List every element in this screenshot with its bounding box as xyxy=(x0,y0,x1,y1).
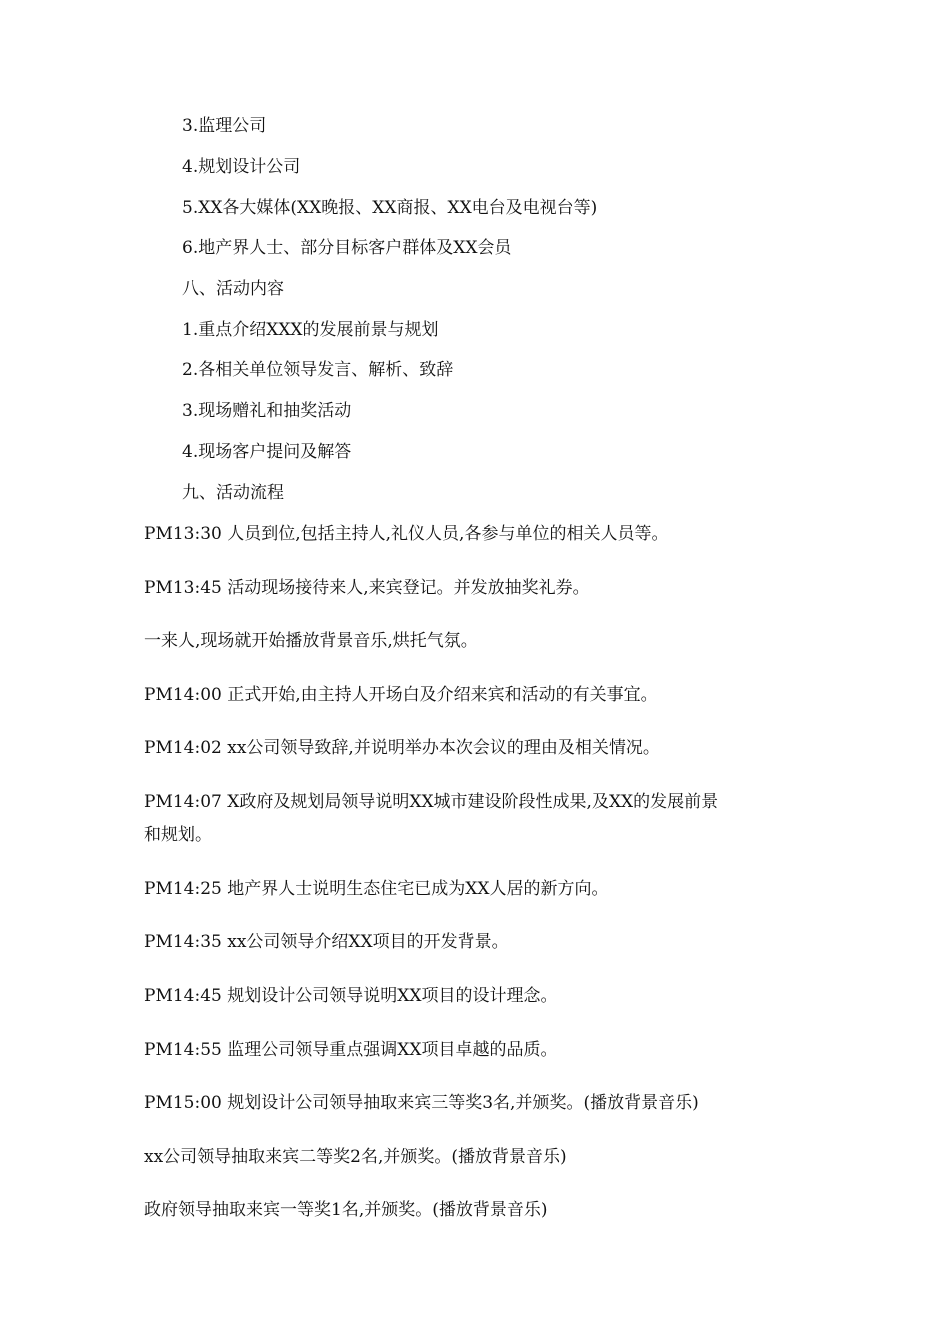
schedule-line: PM14:55 监理公司领导重点强调XX项目卓越的品质。 xyxy=(144,1040,558,1060)
schedule-line: 政府领导抽取来宾一等奖1名,并颁奖。(播放背景音乐) xyxy=(144,1200,548,1220)
schedule-line: PM14:25 地产界人士说明生态住宅已成为XX人居的新方向。 xyxy=(144,879,609,899)
list-item: 1.重点介绍XXX的发展前景与规划 xyxy=(182,320,439,340)
schedule-line: PM14:07 X政府及规划局领导说明XX城市建设阶段性成果,及XX的发展前景 xyxy=(144,792,719,812)
section-heading: 八、活动内容 xyxy=(182,279,284,299)
schedule-line: xx公司领导抽取来宾二等奖2名,并颁奖。(播放背景音乐) xyxy=(144,1147,567,1167)
section-heading: 九、活动流程 xyxy=(182,483,284,503)
schedule-line: PM13:30 人员到位,包括主持人,礼仪人员,各参与单位的相关人员等。 xyxy=(144,524,669,544)
schedule-line: PM14:45 规划设计公司领导说明XX项目的设计理念。 xyxy=(144,986,558,1006)
list-item: 3.监理公司 xyxy=(182,116,267,136)
list-item: 2.各相关单位领导发言、解析、致辞 xyxy=(182,360,454,380)
list-item: 4.规划设计公司 xyxy=(182,157,301,177)
list-item: 4.现场客户提问及解答 xyxy=(182,442,352,462)
schedule-line: PM13:45 活动现场接待来人,来宾登记。并发放抽奖礼券。 xyxy=(144,578,590,598)
schedule-line: PM14:35 xx公司领导介绍XX项目的开发背景。 xyxy=(144,932,509,952)
schedule-line: 一来人,现场就开始播放背景音乐,烘托气氛。 xyxy=(144,631,478,651)
schedule-line: 和规划。 xyxy=(144,825,212,845)
schedule-line: PM15:00 规划设计公司领导抽取来宾三等奖3名,并颁奖。(播放背景音乐) xyxy=(144,1093,699,1113)
list-item: 3.现场赠礼和抽奖活动 xyxy=(182,401,352,421)
schedule-line: PM14:00 正式开始,由主持人开场白及介绍来宾和活动的有关事宜。 xyxy=(144,685,658,705)
schedule-line: PM14:02 xx公司领导致辞,并说明举办本次会议的理由及相关情况。 xyxy=(144,738,660,758)
list-item: 5.XX各大媒体(XX晚报、XX商报、XX电台及电视台等) xyxy=(182,198,598,218)
list-item: 6.地产界人士、部分目标客户群体及XX会员 xyxy=(182,238,512,258)
